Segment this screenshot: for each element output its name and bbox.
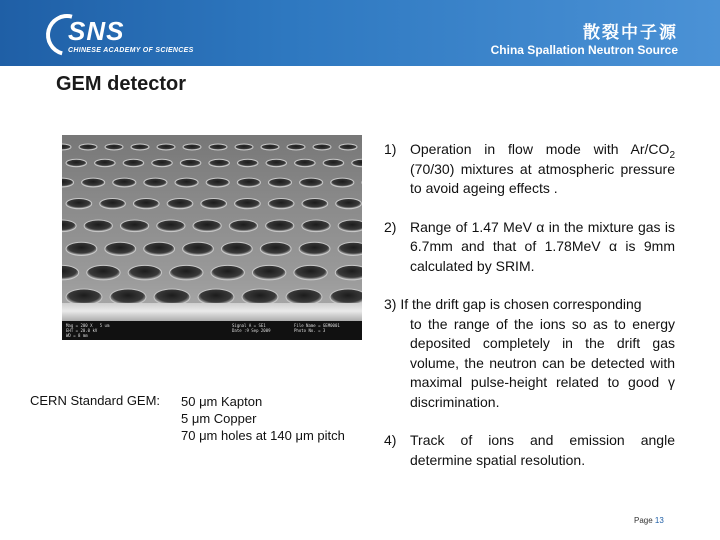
gem-hole — [335, 265, 362, 280]
gem-hole — [193, 220, 221, 232]
gem-hole — [206, 178, 229, 187]
page-number — [634, 516, 664, 525]
gem-hole — [128, 265, 161, 280]
gem-hole — [295, 159, 316, 166]
gem-hole — [229, 220, 257, 232]
gem-hole — [338, 220, 362, 232]
item-number: 1) — [384, 141, 397, 157]
logo-subtitle: CHINESE ACADEMY OF SCIENCES — [68, 47, 194, 54]
gem-hole — [235, 198, 261, 208]
gem-hole — [299, 242, 330, 255]
gem-hole — [120, 220, 148, 232]
gem-hole — [87, 265, 120, 280]
gem-hole — [252, 265, 285, 280]
gem-hole — [170, 265, 203, 280]
gem-hole — [131, 144, 149, 150]
gem-hole — [62, 220, 76, 232]
sem-info-right: File Name = GEM0001 Photo No. = 3 — [294, 323, 340, 333]
slide-title: GEM detector — [56, 73, 187, 95]
gem-hole — [237, 159, 258, 166]
gem-hole — [123, 159, 144, 166]
gem-hole — [175, 178, 198, 187]
sem-info-mid: Signal A = SE1 Date :9 Sep 2009 — [232, 323, 271, 333]
sem-info-left: Mag = 200 X 5 um EHT = 20.0 kV WD = 8 mm — [66, 323, 110, 338]
gem-hole — [294, 265, 327, 280]
gem-hole — [62, 265, 79, 280]
list-item — [384, 140, 675, 199]
gem-hole — [268, 178, 291, 187]
gem-hole — [211, 265, 244, 280]
gem-hole — [352, 159, 362, 166]
gem-hole — [144, 242, 175, 255]
logo-text: SNS — [68, 16, 125, 46]
gem-hole — [79, 144, 97, 150]
item-text: Operation in flow mode with $Ar/CO_2$ (70/30) mixtures at atmospheric pressure to avoid ageing effects . — [410, 141, 675, 196]
item-text: Range of 1.47 MeV α in the mixture gas is 6.7mm and that of 1.78MeV α is 9mm calculated by SRIM. — [410, 218, 675, 274]
gem-hole — [201, 198, 227, 208]
gem-hole — [133, 198, 159, 208]
sem-info-bar — [62, 321, 362, 340]
gem-hole — [209, 144, 227, 150]
gem-hole — [105, 144, 123, 150]
gem-hole — [82, 178, 105, 187]
gem-holes-surface — [62, 135, 362, 310]
gem-hole — [260, 242, 291, 255]
gem-hole — [66, 159, 87, 166]
gem-hole — [62, 144, 71, 150]
item-number: 2) — [384, 218, 397, 235]
caption-specs — [181, 393, 345, 444]
gem-foil-edge — [62, 303, 362, 323]
gem-hole — [221, 242, 252, 255]
gem-hole — [266, 159, 287, 166]
header-banner — [0, 0, 720, 66]
gem-hole — [66, 242, 97, 255]
gem-hole — [261, 144, 279, 150]
gem-hole — [144, 178, 167, 187]
gem-hole — [339, 144, 357, 150]
sns-logo — [46, 12, 216, 60]
gem-hole — [266, 220, 294, 232]
gem-hole — [183, 242, 214, 255]
gem-hole — [100, 198, 126, 208]
org-name-en: China Spallation Neutron Source — [490, 43, 678, 57]
gem-hole — [157, 144, 175, 150]
gem-hole — [167, 198, 193, 208]
org-name-cn: 散裂中子源 — [583, 23, 678, 43]
gem-hole — [237, 178, 260, 187]
bullet-list — [384, 140, 675, 470]
item-text: to the range of the ions so as to energy deposited completely in the drift gas volume, the neutron can be detected with maximal pulse-height related to good γ discrimination. — [410, 315, 675, 410]
spec-copper: 5 μm Copper — [181, 411, 257, 426]
gem-hole — [302, 198, 328, 208]
gem-hole — [105, 242, 136, 255]
item-text-first-line: 3) If the drift gap is chosen corresponding — [384, 296, 642, 312]
gem-hole — [62, 178, 74, 187]
gem-hole — [183, 144, 201, 150]
spec-kapton: 50 μm Kapton — [181, 394, 263, 409]
spec-holes: 70 μm holes at 140 μm pitch — [181, 428, 345, 443]
gem-hole — [235, 144, 253, 150]
gem-hole — [95, 159, 116, 166]
list-item — [384, 295, 675, 412]
gem-hole — [180, 159, 201, 166]
gem-hole — [313, 144, 331, 150]
list-item — [384, 218, 675, 277]
gem-hole — [287, 144, 305, 150]
gem-hole — [331, 178, 354, 187]
gem-hole — [323, 159, 344, 166]
page-number-value: 13 — [654, 516, 664, 525]
gem-hole — [209, 159, 230, 166]
caption-label: CERN Standard GEM: — [30, 393, 161, 408]
list-item — [384, 431, 675, 470]
gem-hole — [336, 198, 362, 208]
page-label: Page — [634, 516, 653, 525]
gem-hole — [268, 198, 294, 208]
gem-sem-image — [62, 135, 362, 340]
gem-hole — [113, 178, 136, 187]
gem-hole — [300, 178, 323, 187]
item-number: 4) — [384, 432, 397, 448]
gem-hole — [152, 159, 173, 166]
item-text: Track of ions and emission angle determine spatial resolution. — [410, 432, 675, 468]
gem-hole — [302, 220, 330, 232]
gem-hole — [66, 198, 92, 208]
gem-hole — [157, 220, 185, 232]
gem-hole — [338, 242, 362, 255]
gem-hole — [84, 220, 112, 232]
